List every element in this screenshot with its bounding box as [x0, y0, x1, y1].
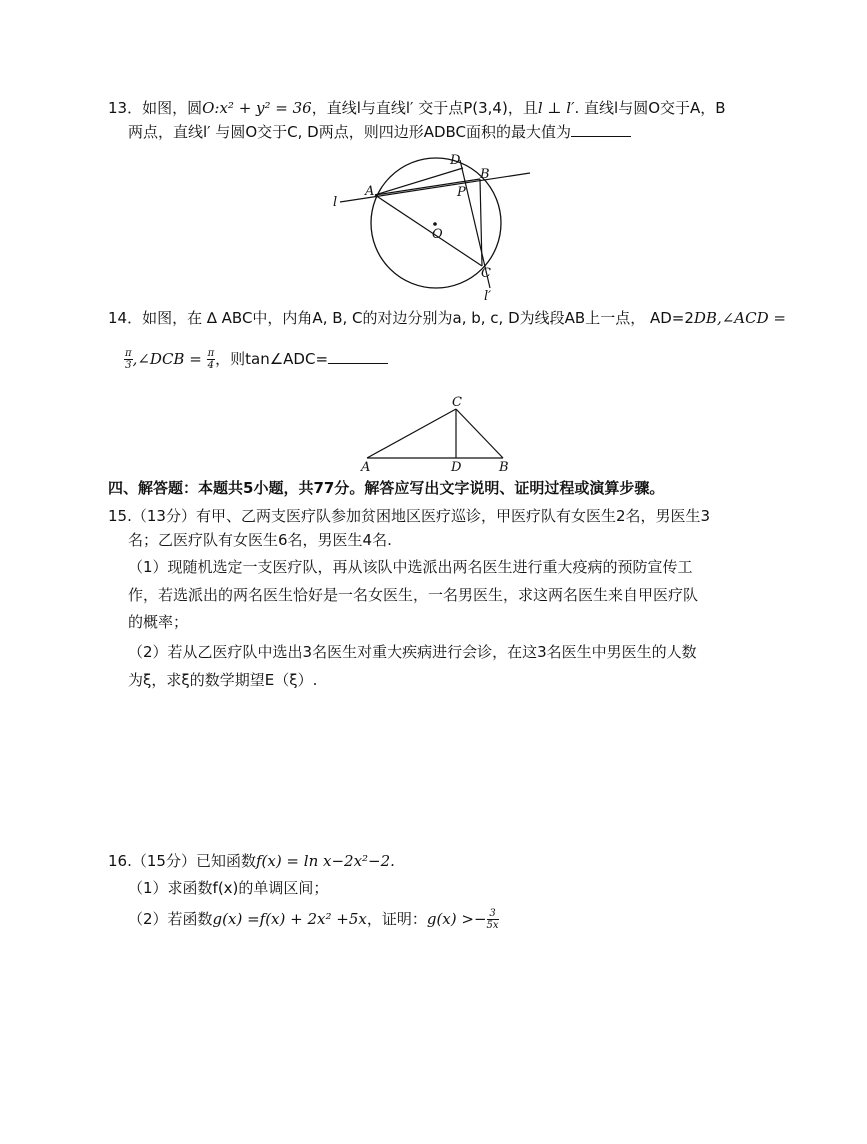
q15-line3: （1）现随机选定一支医疗队，再从该队中选派出两名医生进行重大疫病的预防宣传工 [128, 558, 693, 576]
q16-text-3: ，证明： [366, 910, 427, 928]
q14-fraction-pi-3: $\frac{\pi}{3}$ [125, 348, 132, 371]
label-d: D [451, 460, 462, 474]
q16-function-f: f(x) = ln x−2x²−2. [255, 852, 395, 870]
segment-ad [375, 168, 463, 195]
label-l: l [333, 195, 338, 210]
q13-line1 [108, 98, 726, 118]
segment-bc-side [456, 409, 503, 458]
q16-line2: （1）求函数f(x)的单调区间； [128, 879, 329, 897]
q15-line4: 作，若选派出的两名医生恰好是一名女医生，一名男医生，求这两名医生来自甲医疗队 [128, 586, 699, 604]
q14-math-1: DB,∠ACD = [693, 309, 786, 327]
q16-line3 [128, 906, 499, 932]
q13-circle-equation: O:x² + y² = 36 [202, 99, 312, 117]
q14-figure [355, 392, 525, 474]
label-a: A [365, 184, 375, 199]
q16-fraction: $\frac{3}{5x}$ [486, 908, 499, 931]
segment-ac-side [367, 409, 456, 458]
label-b: B [480, 167, 490, 182]
q14-text-1: 如图，在 ∆ ABC中，内角A, B, C的对边分别为a, b, c, D为线段AB上一点， AD=2 [142, 309, 694, 327]
q15-line5: 的概率； [128, 613, 189, 631]
q14-math-2: ,∠DCB = [132, 350, 202, 368]
label-p: P [457, 185, 466, 200]
q15-line6: （2）若从乙医疗队中选出3名医生对重大疾病进行会诊，在这3名医生中男医生的人数 [128, 643, 697, 661]
q13-number: 13． [108, 99, 143, 117]
q15-line1: 15.（13分）有甲、乙两支医疗队参加贫困地区医疗巡诊，甲医疗队有女医生2名，男医生3 [108, 507, 711, 525]
q15-line7: 为ξ，求ξ的数学期望E（ξ）. [128, 671, 318, 689]
q13-answer-blank [571, 122, 631, 137]
section-heading: 四、解答题：本题共5小题，共77分。解答应写出文字说明、证明过程或演算步骤。 [108, 479, 665, 497]
q16-text-1: 16.（15分）已知函数 [108, 852, 256, 870]
q15-line2: 名；乙医疗队有女医生6名，男医生4名. [128, 531, 392, 549]
q16-text-2: （2）若函数 [128, 910, 213, 928]
q14-number: 14． [108, 309, 143, 327]
q13-text-4: 两点，直线l′ 与圆O交于C, D两点，则四边形ADBC面积的最大值为 [128, 123, 572, 141]
q13-text-3: . 直线l与圆O交于A，B [574, 99, 726, 117]
q14-text-3: ，则tan∠ADC= [215, 350, 329, 368]
label-a: A [361, 460, 371, 474]
q13-line2 [128, 122, 631, 142]
q16-inequality: g(x) >− [426, 910, 487, 928]
q16-function-g: g(x) =f(x) + 2x² +5x [212, 910, 367, 928]
q14-line1 [108, 308, 786, 328]
center-dot [433, 222, 437, 226]
label-c: C [481, 266, 491, 281]
label-b: B [499, 460, 509, 474]
q16-line1 [108, 851, 395, 871]
q13-text-2: ，直线l与直线l′ 交于点P(3,4)，且 [311, 99, 538, 117]
label-d: D [450, 153, 461, 168]
segment-ac [375, 195, 482, 266]
label-o: O [432, 227, 443, 242]
q14-fraction-pi-4: $\frac{\pi}{4}$ [207, 348, 215, 371]
label-c: C [452, 395, 462, 410]
q14-line2 [124, 346, 388, 372]
q13-perpendicular: l ⊥ l′ [537, 99, 575, 117]
q14-answer-blank [328, 349, 388, 364]
label-l-prime: l′ [484, 289, 492, 304]
q13-figure [320, 148, 550, 306]
q13-text-1: 如图，圆 [142, 99, 203, 117]
segment-bc [480, 179, 482, 266]
